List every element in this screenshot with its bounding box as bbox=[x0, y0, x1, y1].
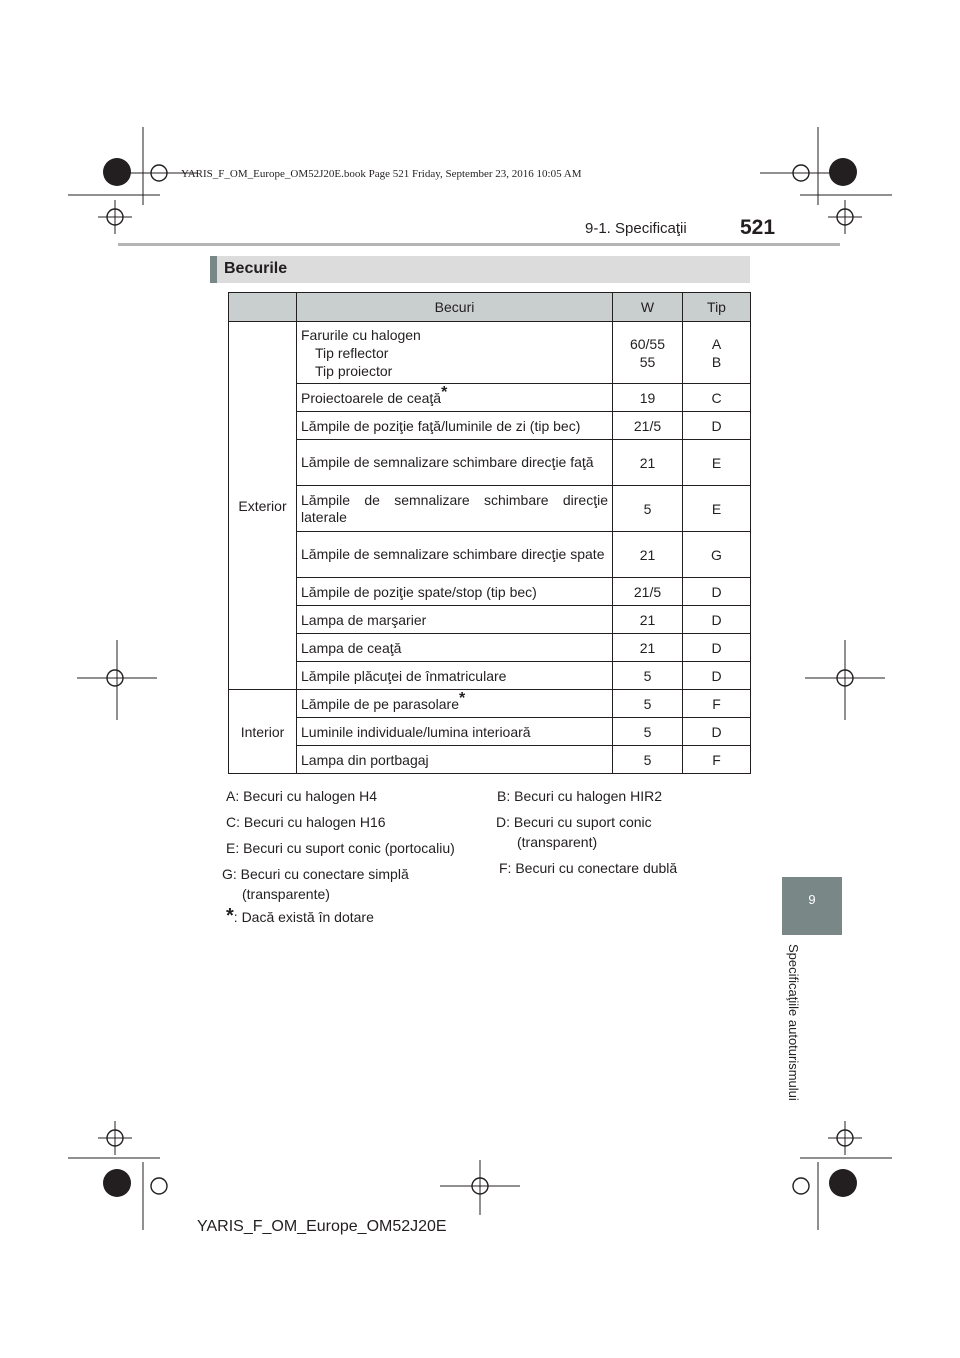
legend-item-continuation: (transparente) bbox=[242, 886, 330, 902]
table-row bbox=[229, 384, 751, 412]
table-row bbox=[229, 322, 751, 384]
table-row bbox=[229, 634, 751, 662]
bulb-subtype: Tip proiector bbox=[315, 362, 393, 379]
table-row bbox=[229, 486, 751, 532]
table-header-row bbox=[229, 293, 751, 322]
chapter-number: 9 bbox=[808, 892, 816, 907]
table-row bbox=[229, 578, 751, 606]
watt-cell: 5 bbox=[613, 690, 683, 718]
bulb-cell: Lămpile de semnalizare schimbare direcţie spate bbox=[297, 532, 613, 578]
table-row bbox=[229, 412, 751, 440]
type-cell: D bbox=[683, 578, 751, 606]
bulb-cell bbox=[297, 322, 613, 384]
legend-item: B: Becuri cu halogen HIR2 bbox=[497, 788, 662, 804]
bulb-cell: Lampa din portbagaj bbox=[297, 746, 613, 774]
legend-item: G: Becuri cu conectare simplă bbox=[222, 866, 409, 882]
watt-cell: 21/5 bbox=[613, 412, 683, 440]
type-cell: C bbox=[683, 384, 751, 412]
type-cell: F bbox=[683, 746, 751, 774]
heading-accent bbox=[210, 256, 217, 283]
footnote-mark: * bbox=[226, 905, 234, 927]
chapter-title: Specificaţiile autoturismului bbox=[786, 944, 801, 1101]
watt-cell bbox=[613, 322, 683, 384]
watt-cell: 21 bbox=[613, 606, 683, 634]
type-cell: D bbox=[683, 412, 751, 440]
page-number: 521 bbox=[740, 216, 776, 239]
legend-item-continuation: (transparent) bbox=[517, 834, 598, 850]
section-heading: Becurile bbox=[224, 260, 288, 277]
table-row bbox=[229, 440, 751, 486]
watt-cell: 5 bbox=[613, 662, 683, 690]
type-value: B bbox=[711, 353, 722, 370]
watt-cell: 21 bbox=[613, 532, 683, 578]
bulb-cell: Lămpile de semnalizare schimbare direcţie laterale bbox=[297, 486, 613, 532]
asterisk-mark: * bbox=[459, 689, 466, 707]
legend-item: F: Becuri cu conectare dublă bbox=[499, 860, 678, 876]
table-row bbox=[229, 532, 751, 578]
bulb-cell: Lămpile de semnalizare schimbare direcţie faţă bbox=[297, 440, 613, 486]
watt-cell: 21/5 bbox=[613, 578, 683, 606]
legend-item: A: Becuri cu halogen H4 bbox=[226, 788, 377, 804]
table-row bbox=[229, 662, 751, 690]
type-cell: E bbox=[683, 486, 751, 532]
type-cell: F bbox=[683, 690, 751, 718]
bulb-cell: Lămpile plăcuţei de înmatriculare bbox=[297, 662, 613, 690]
bulb-cell: Lămpile de poziţie spate/stop (tip bec) bbox=[297, 578, 613, 606]
legend-item: E: Becuri cu suport conic (portocaliu) bbox=[226, 840, 455, 856]
table-row bbox=[229, 690, 751, 718]
bulb-cell: Lampa de ceaţă bbox=[297, 634, 613, 662]
type-cell: D bbox=[683, 634, 751, 662]
footnote-text: : Dacă există în dotare bbox=[233, 909, 374, 925]
legend-item: D: Becuri cu suport conic bbox=[496, 814, 652, 830]
type-cell: G bbox=[683, 532, 751, 578]
bulb-cell: Lămpile de pe parasolare* bbox=[297, 690, 613, 718]
heading-bar bbox=[210, 256, 750, 283]
type-cell: D bbox=[683, 718, 751, 746]
section-label: 9-1. Specificaţii bbox=[585, 220, 687, 237]
type-cell bbox=[683, 322, 751, 384]
watt-cell: 5 bbox=[613, 746, 683, 774]
header-bulbs: Becuri bbox=[297, 293, 613, 322]
footer-code: YARIS_F_OM_Europe_OM52J20E bbox=[197, 1218, 447, 1235]
type-cell: D bbox=[683, 606, 751, 634]
asterisk-mark: * bbox=[441, 383, 448, 401]
watt-value: 55 bbox=[639, 353, 656, 370]
bulb-cell: Proiectoarele de ceaţă* bbox=[297, 384, 613, 412]
watt-cell: 19 bbox=[613, 384, 683, 412]
print-metadata: YARIS_F_OM_Europe_OM52J20E.book Page 521 Friday, September 23, 2016 10:05 AM bbox=[181, 168, 582, 180]
bulb-cell: Lămpile de poziţie faţă/luminile de zi (tip bec) bbox=[297, 412, 613, 440]
type-value: A bbox=[711, 335, 722, 352]
table-row bbox=[229, 746, 751, 774]
header-category bbox=[229, 293, 297, 322]
legend-right bbox=[497, 786, 677, 878]
watt-cell: 5 bbox=[613, 718, 683, 746]
bulb-subtype: Tip reflector bbox=[315, 344, 389, 361]
header-type: Tip bbox=[683, 293, 751, 322]
watt-value: 60/55 bbox=[629, 335, 666, 352]
legend-left bbox=[222, 786, 455, 904]
bulb-table bbox=[228, 292, 751, 774]
header-watts: W bbox=[613, 293, 683, 322]
bulb-cell: Luminile individuale/lumina interioară bbox=[297, 718, 613, 746]
watt-cell: 21 bbox=[613, 634, 683, 662]
category-cell: Interior bbox=[229, 690, 297, 774]
bulb-name: Farurile cu halogen bbox=[301, 326, 421, 343]
type-cell: D bbox=[683, 662, 751, 690]
table-row bbox=[229, 718, 751, 746]
watt-cell: 21 bbox=[613, 440, 683, 486]
watt-cell: 5 bbox=[613, 486, 683, 532]
table-row bbox=[229, 606, 751, 634]
bulb-cell: Lampa de marşarier bbox=[297, 606, 613, 634]
header-rule bbox=[118, 243, 840, 246]
footnote bbox=[226, 906, 374, 927]
category-cell: Exterior bbox=[229, 322, 297, 690]
type-cell: E bbox=[683, 440, 751, 486]
legend-item: C: Becuri cu halogen H16 bbox=[226, 814, 386, 830]
